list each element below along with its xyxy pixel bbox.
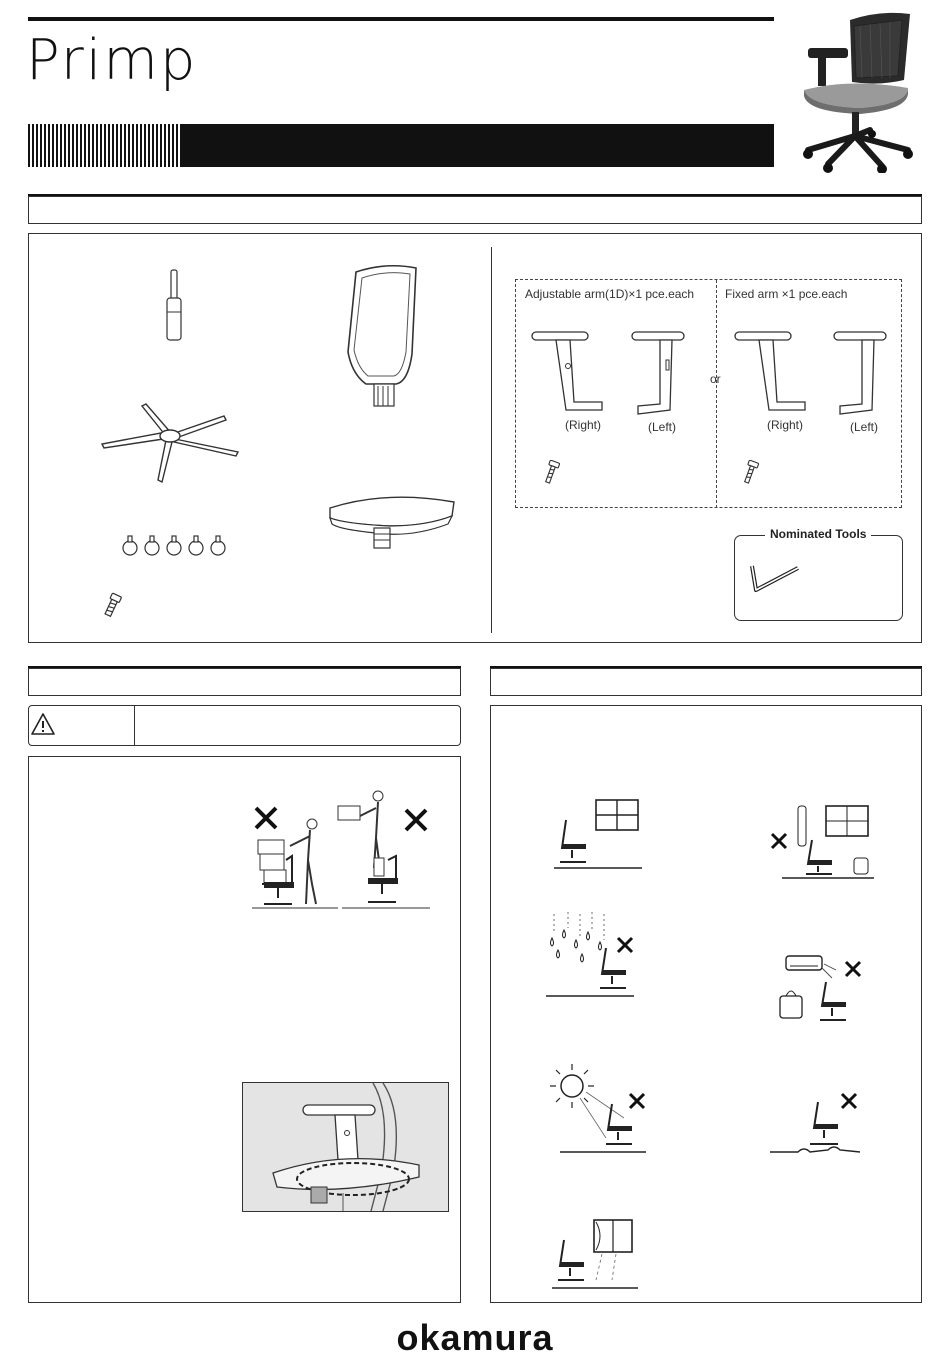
env-sunlight-no-illustration <box>546 1058 650 1156</box>
env-humidity-no-illustration <box>768 800 878 882</box>
adjustable-arm-right-image <box>530 330 606 412</box>
footer-brand-logo: okamura <box>396 1317 554 1358</box>
fixed-arm-label: Fixed arm ×1 pce.each <box>725 287 848 301</box>
brand-logo: Primp <box>26 28 198 93</box>
casters-part <box>120 534 232 558</box>
fixed-arm-right-image <box>733 330 809 412</box>
title-black-bar <box>182 124 774 167</box>
seat-part <box>326 490 458 554</box>
armrest-detail-figure <box>242 1082 449 1212</box>
title-barcode-stripes <box>28 124 182 167</box>
arm-screw-adjustable <box>541 460 561 486</box>
gas-cylinder-part <box>160 268 190 344</box>
env-aircon-no-illustration <box>776 952 872 1028</box>
nominated-tools-label: Nominated Tools <box>765 527 871 541</box>
parts-panel-divider <box>491 247 492 633</box>
env-indoor-ok-illustration <box>552 798 646 872</box>
fixed-arm-left-label: (Left) <box>850 420 879 434</box>
chair-product-image <box>790 8 920 173</box>
fixed-arm-right-label: (Right) <box>767 418 804 432</box>
chair-base-part <box>96 398 244 486</box>
section-environment-title-box <box>490 668 922 696</box>
warning-box-divider <box>134 706 135 745</box>
adjustable-arm-right-label: (Right) <box>565 418 602 432</box>
or-label: or <box>710 372 721 386</box>
env-window-light-no-illustration <box>550 1218 640 1292</box>
backrest-part <box>336 262 428 414</box>
section-safety-title-box <box>28 668 461 696</box>
no-heavy-load-illustration <box>250 800 340 912</box>
warning-box <box>28 705 461 746</box>
env-rain-no-illustration <box>544 912 638 1000</box>
warning-triangle-icon <box>30 712 56 736</box>
env-uneven-floor-no-illustration <box>768 1088 862 1156</box>
fixed-arm-left-image <box>832 330 890 416</box>
arm-screw-fixed <box>740 460 760 486</box>
adjustable-arm-left-image <box>630 330 688 416</box>
no-standing-illustration <box>336 786 436 912</box>
section-parts-title-box <box>28 196 922 224</box>
screw-part <box>100 592 124 620</box>
adjustable-arm-label: Adjustable arm(1D)×1 pce.each <box>525 287 695 301</box>
arm-options-divider <box>716 280 717 508</box>
adjustable-arm-left-label: (Left) <box>648 420 677 434</box>
hex-key-tool-icon <box>746 560 802 596</box>
header-top-rule <box>28 17 774 21</box>
